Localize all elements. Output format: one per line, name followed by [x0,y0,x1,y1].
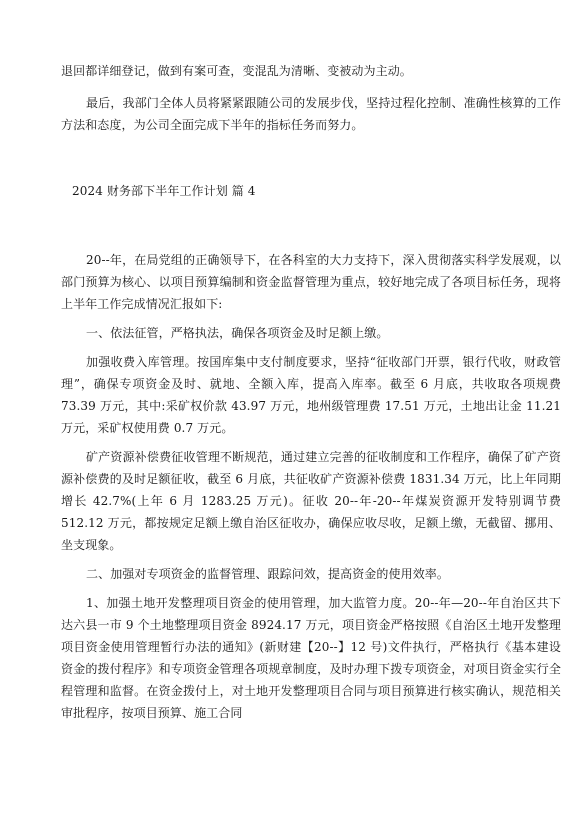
heading-two: 二、加强对专项资金的监督管理、跟踪问效，提高资金的使用效率。 [86,567,450,581]
heading-one: 一、依法征管，严格执法，确保各项资金及时足额上缴。 [86,326,389,340]
paragraph-closing: 最后，我部门全体人员将紧紧跟随公司的发展步伐，坚持过程化控制、准确性核算的工作方法和态度，为公司全面完成下半年的指标任务而努力。 [61,96,561,132]
document-body [61,60,561,724]
paragraph-continuation: 退回都详细登记，做到有案可查，变混乱为清晰、变被动为主动。 [61,64,412,78]
paragraph-fee-collection: 加强收费入库管理。按国库集中支付制度要求，坚持“征收部门开票，银行代收，财政管理”，确保专项资金及时、就地、全额入库，提高入库率。截至 6 月底，共收取各项规费 73.39 万元，其中:采矿权价款 43.97 万元，地州级管理费 17.51 万元，土地出让金 11.21 万元，采矿权使用费 0.7 万元。 [61,355,561,435]
paragraph-intro: 20--年，在局党组的正确领导下，在各科室的大力支持下，深入贯彻落实科学发展观，以部门预算为核心、以项目预算编制和资金监督管理为重点，较好地完成了各项目标任务，现将上半年工作完成情况汇报如下: [61,253,561,311]
section-title: 2024 财务部下半年工作计划 篇 4 [72,184,256,198]
paragraph-mineral-compensation: 矿产资源补偿费征收管理不断规范，通过建立完善的征收制度和工作程序，确保了矿产资源补偿费的及时足额征收，截至 6 月底，共征收矿产资源补偿费 1831.34 万元，比上年同期增长 42.7%(上年 6 月 1283.25 万元)。征收 20--年-20--年煤炭资源开发特别调节费 512.12 万元，都按规定足额上缴自治区征收办，确保应收尽收，足额上缴，无截留、挪用、坐支现象。 [61,450,561,552]
paragraph-land-fund: 1、加强土地开发整理项目资金的使用管理，加大监管力度。20--年—20--年自治区共下达六县一市 9 个土地整理项目资金 8924.17 万元，项目资金严格按照《自治区土地开发整理项目资金使用管理暂行办法的通知》(新财建【20--】12 号)文件执行，严格执行《基本建设资金的拨付程序》和专项资金管理各项规章制度，及时办理下拨专项资金，对项目资金实行全程管理和监督。在资金拨付上，对土地开发整理项目合同与项目预算进行核实确认，规范相关审批程序，按项目预算、施工合同 [61,596,561,720]
